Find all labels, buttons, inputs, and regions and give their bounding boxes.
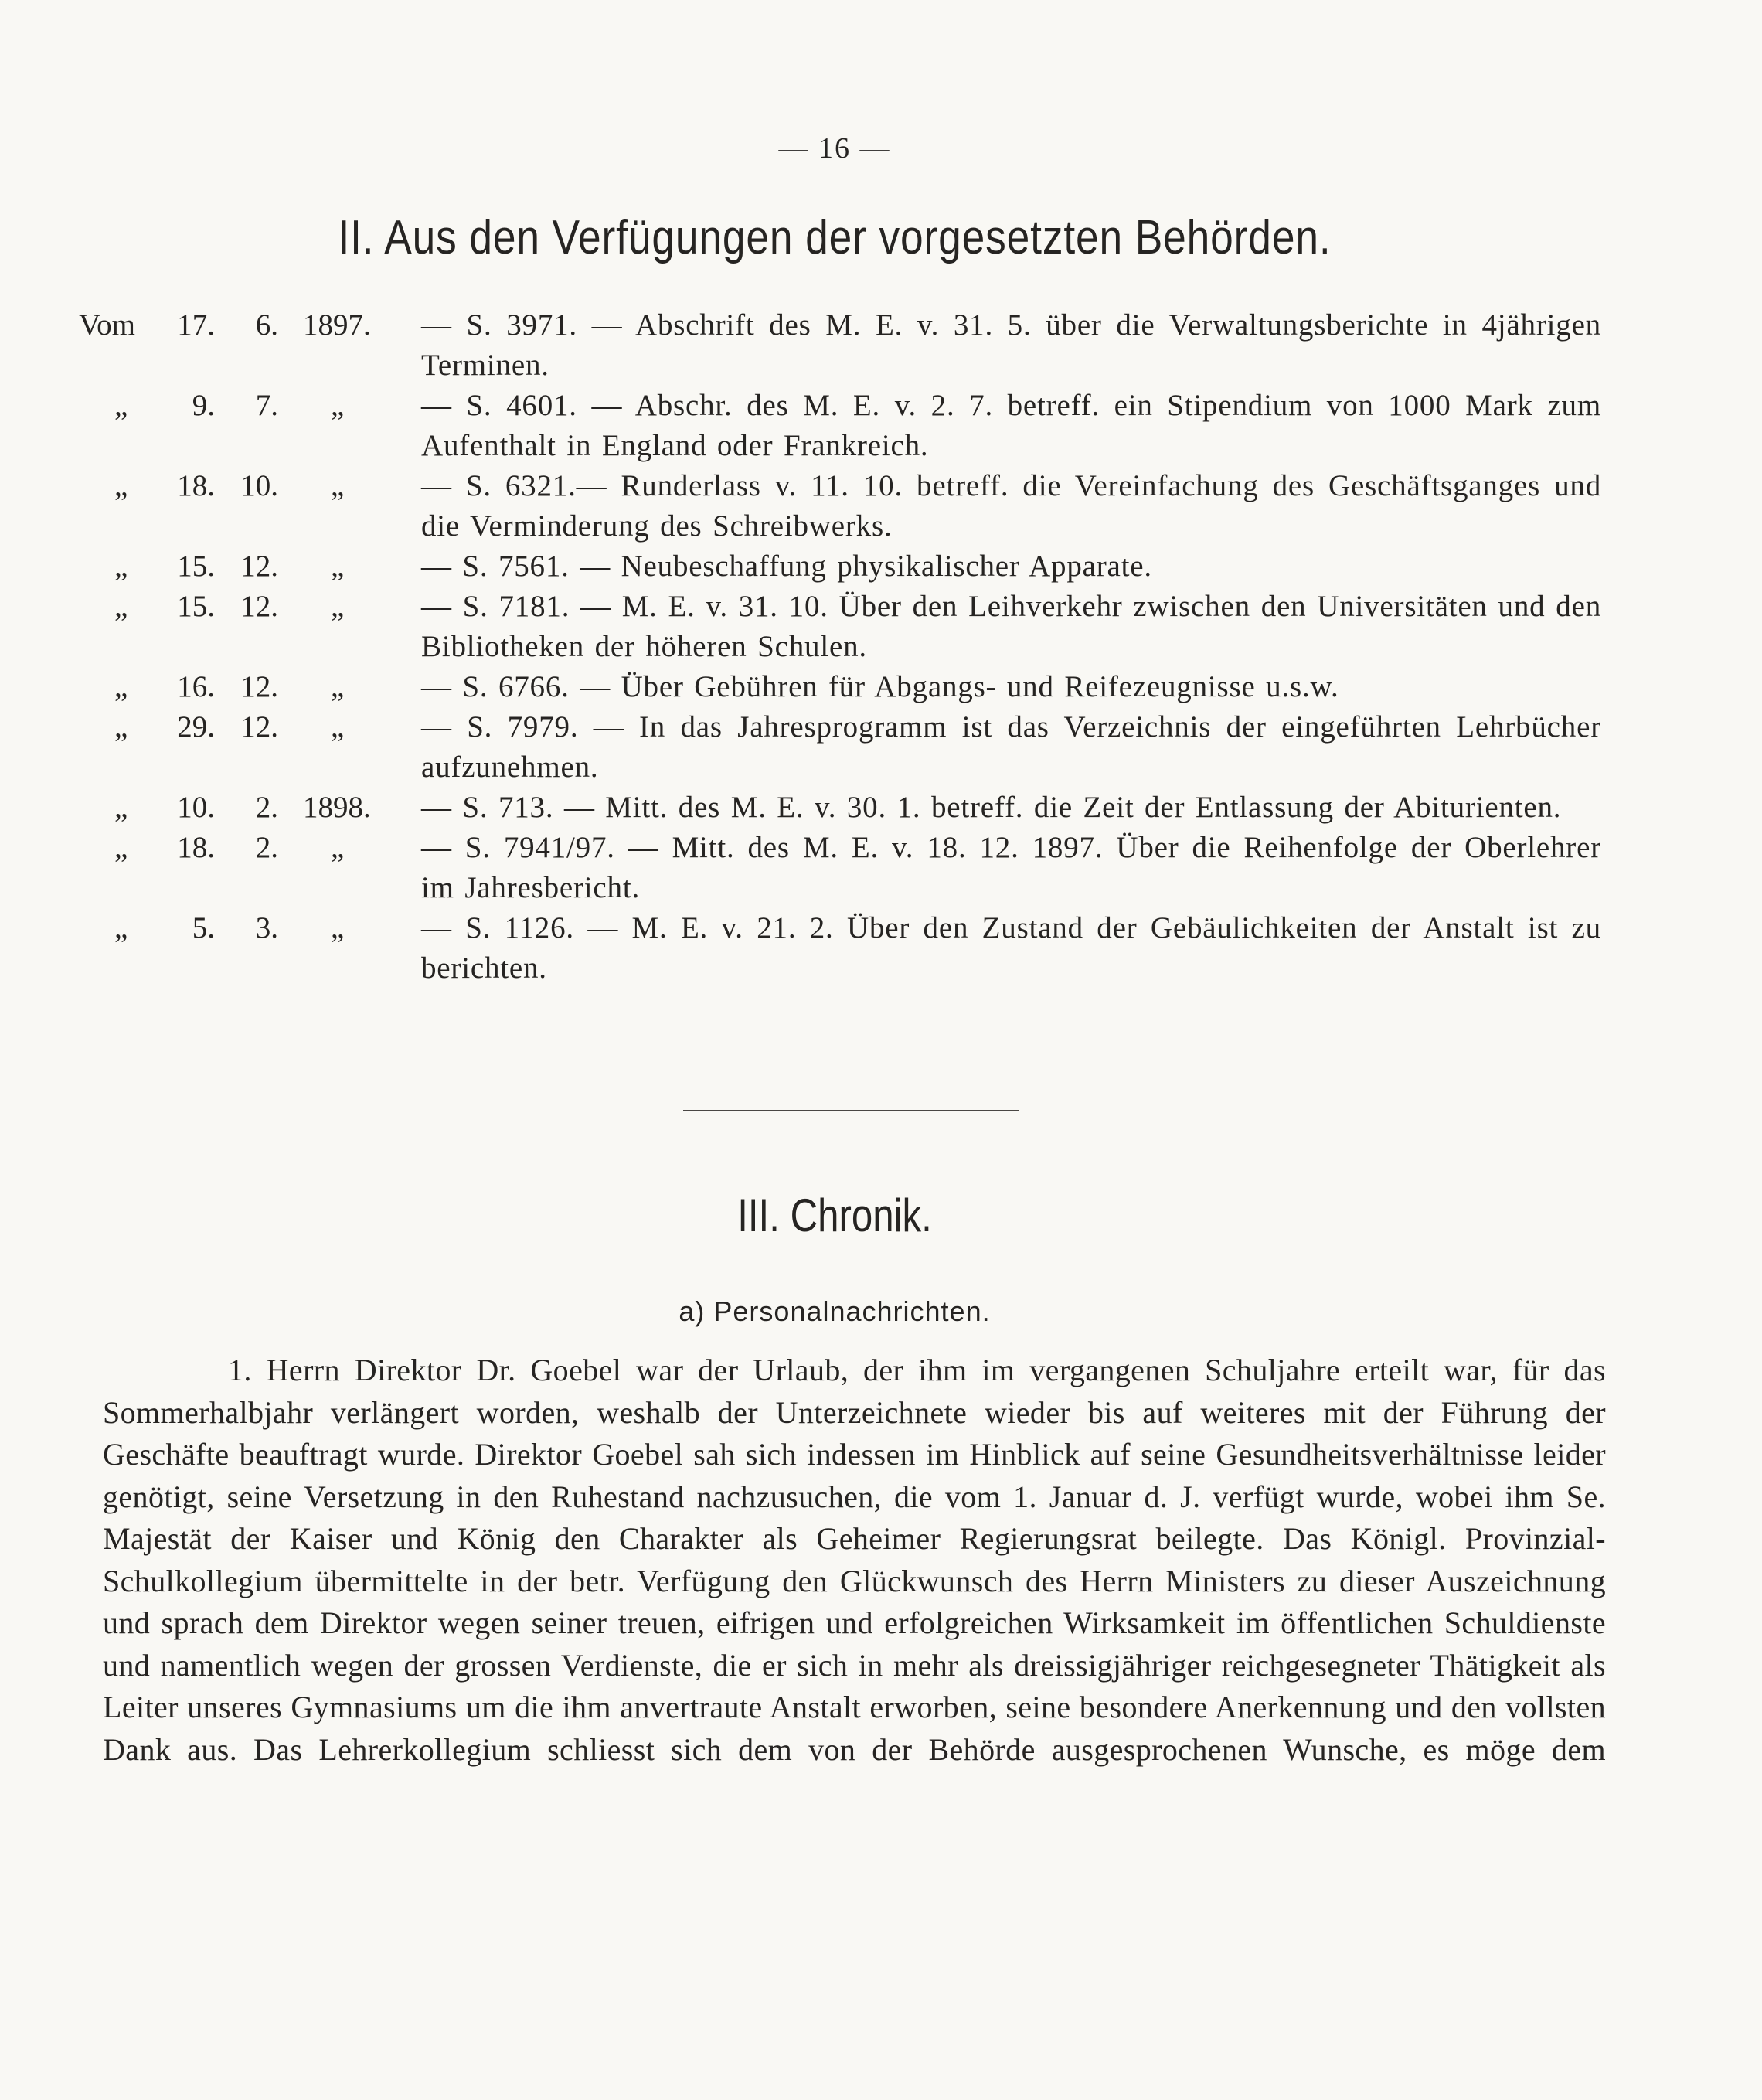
decree-text: — S. 1126. — M. E. v. 21. 2. Über den Zustand der Gebäulichkeiten der Anstalt ist zu berichten. xyxy=(421,911,1601,985)
date-day: 29. xyxy=(177,710,215,744)
decree-entry xyxy=(0,386,1762,466)
decree-text: — S. 6766. — Über Gebühren für Abgangs- und Reifezeugnisse u.s.w. xyxy=(421,670,1339,703)
date-year: „ xyxy=(331,831,345,864)
decree-entry xyxy=(0,305,1762,386)
date-day: 15. xyxy=(177,590,215,623)
decree-date xyxy=(0,466,417,506)
decree-list xyxy=(0,305,1762,989)
date-prefix: „ xyxy=(114,911,128,944)
date-month: 12. xyxy=(240,590,278,623)
date-month: 2. xyxy=(255,791,278,824)
decree-entry xyxy=(0,546,1762,587)
decree-entry xyxy=(0,667,1762,707)
date-prefix: „ xyxy=(114,791,128,824)
section-heading-iii: III. Chronik. xyxy=(737,1190,932,1241)
decree-text: — S. 7941/97. — Mitt. des M. E. v. 18. 12. 1897. Über die Reihenfolge der Oberlehrer im Jahresbericht. xyxy=(421,831,1601,904)
decree-date xyxy=(0,305,417,345)
date-month: 12. xyxy=(240,550,278,583)
date-year: 1897. xyxy=(303,308,371,342)
decree-entry xyxy=(0,707,1762,788)
date-prefix: „ xyxy=(114,590,128,623)
decree-text: — S. 4601. — Abschr. des M. E. v. 2. 7. betreff. ein Stipendium von 1000 Mark zum Aufenthalt in England oder Frankreich. xyxy=(421,389,1601,462)
decree-entry xyxy=(0,587,1762,667)
date-day: 17. xyxy=(177,308,215,342)
date-month: 7. xyxy=(255,389,278,422)
decree-entry xyxy=(0,828,1762,908)
decree-date xyxy=(0,587,417,627)
decree-entry xyxy=(0,908,1762,989)
decree-text: — S. 7979. — In das Jahresprogramm ist das Verzeichnis der eingeführten Lehrbücher aufzunehmen. xyxy=(421,710,1601,784)
section-divider xyxy=(683,1110,1019,1111)
decree-date xyxy=(0,546,417,587)
decree-text: — S. 713. — Mitt. des M. E. v. 30. 1. betreff. die Zeit der Entlassung der Abiturienten. xyxy=(421,791,1562,824)
page-number: — 16 — xyxy=(778,132,891,165)
date-year: „ xyxy=(331,911,345,944)
date-month: 2. xyxy=(255,831,278,864)
date-month: 6. xyxy=(255,308,278,342)
date-prefix: „ xyxy=(114,670,128,703)
decree-text: — S. 7561. — Neubeschaffung physikalischer Apparate. xyxy=(421,550,1152,583)
decree-date xyxy=(0,707,417,747)
decree-text: — S. 3971. — Abschrift des M. E. v. 31. 5. über die Verwaltungsberichte in 4jährigen Terminen. xyxy=(421,308,1601,382)
decree-entry xyxy=(0,466,1762,546)
date-year: „ xyxy=(331,710,345,744)
chronicle-paragraph-1: 1. Herrn Direktor Dr. Goebel war der Urlaub, der ihm im vergangenen Schuljahre erteilt war, für das Sommerhalbjahr verlängert worden, weshalb der Unterzeichnete wieder bis auf weiteres mit der Führung der Geschäfte beauftragt wurde. Direktor Goebel sah sich indessen im Hinblick auf seine Gesundheitsverhältnisse leider genötigt, seine Versetzung in den Ruhestand nachzusuchen, die vom 1. Januar d. J. verfügt wurde, wobei ihm Se. Majestät der Kaiser und König den Charakter als Geheimer Regierungsrat beilegte. Das Königl. Provinzial-Schulkollegium übermittelte in der betr. Verfügung den Glückwunsch des Herrn Ministers zu dieser Auszeichnung und sprach dem Direktor wegen seiner treuen, eifrigen und erfolgreichen Wirksamkeit im öffentlichen Schuldienste und namentlich wegen der grossen Verdienste, die er sich in mehr als dreissigjähriger reichgesegneter Thätigkeit als Leiter unseres Gymnasiums um die ihm anvertraute Anstalt erworben, seine besondere Anerkennung und den vollsten Dank aus. Das Lehrerkollegium schliesst sich dem von der Behörde ausgesprochenen Wunsche, es möge dem xyxy=(103,1353,1606,1767)
date-day: 18. xyxy=(177,831,215,864)
date-day: 5. xyxy=(192,911,215,944)
date-month: 10. xyxy=(240,469,278,502)
date-day: 10. xyxy=(177,791,215,824)
date-year: 1898. xyxy=(303,791,371,824)
chronicle-body xyxy=(103,1350,1606,1771)
date-prefix: „ xyxy=(114,469,128,502)
date-prefix: „ xyxy=(114,389,128,422)
decree-text: — S. 7181. — M. E. v. 31. 10. Über den Leihverkehr zwischen den Universitäten und den Bibliotheken der höheren Schulen. xyxy=(421,590,1601,663)
decree-date xyxy=(0,828,417,868)
decree-text: — S. 6321.— Runderlass v. 11. 10. betreff. die Vereinfachung des Geschäftsganges und die Verminderung des Schreibwerks. xyxy=(421,469,1601,543)
date-year: „ xyxy=(331,469,345,502)
date-prefix: „ xyxy=(114,831,128,864)
decree-date xyxy=(0,667,417,707)
date-month: 3. xyxy=(255,911,278,944)
date-prefix: „ xyxy=(114,550,128,583)
date-prefix: Vom xyxy=(79,308,135,342)
date-year: „ xyxy=(331,590,345,623)
date-day: 18. xyxy=(177,469,215,502)
decree-date xyxy=(0,386,417,426)
date-day: 15. xyxy=(177,550,215,583)
subsection-heading-personalnachrichten: a) Personalnachrichten. xyxy=(679,1295,991,1327)
date-year: „ xyxy=(331,550,345,583)
date-year: „ xyxy=(331,670,345,703)
date-day: 9. xyxy=(192,389,215,422)
date-prefix: „ xyxy=(114,710,128,744)
date-month: 12. xyxy=(240,710,278,744)
decree-entry xyxy=(0,788,1762,828)
date-year: „ xyxy=(331,389,345,422)
decree-date xyxy=(0,788,417,828)
decree-date xyxy=(0,908,417,948)
date-month: 12. xyxy=(240,670,278,703)
date-day: 16. xyxy=(177,670,215,703)
section-heading-ii: II. Aus den Verfügungen der vorgesetzten Behörden. xyxy=(338,211,1332,264)
